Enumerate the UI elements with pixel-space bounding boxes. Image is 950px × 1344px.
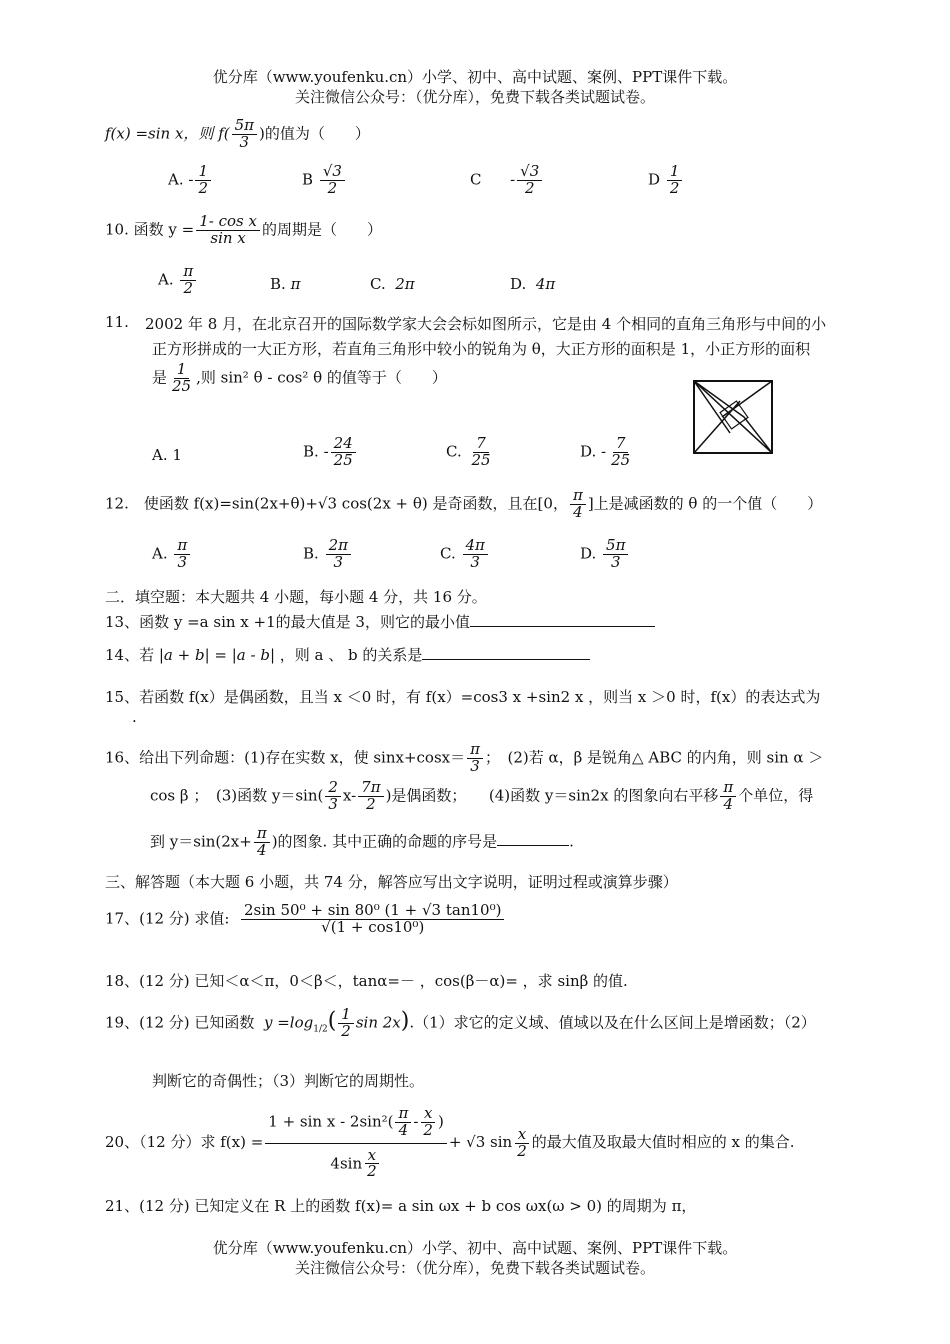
q16-line-2: cos β ； (3)函数 y＝sin( $\frac{2}{3}$ x- $\frac{7\pi}{2}$ )是偶函数； (4)函数 y＝sin2x 的图象向右平移 $\frac{\pi}{4}$ 个单位，得 — [150, 778, 814, 813]
q9-option-c: C - $\frac{√3}{2}$ — [470, 164, 544, 197]
q16-line-3: 到 y＝sin(2x+ $\frac{\pi}{4}$ )的图象. 其中正确的命题的序号是 . — [150, 824, 574, 859]
question-13: 13、函数 y =a sin x +1的最大值是 3，则它的最小值 — [105, 611, 655, 632]
footer-line-2: 关注微信公众号：（优分库），免费下载各类试题试卷。 — [294, 1259, 655, 1277]
question-21: 21、(12 分) 已知定义在 R 上的函数 f(x)= a sin ωx + b cos ωx(ω > 0) 的周期为 π， — [105, 1197, 697, 1215]
section-2-heading: 二．填空题：本大题共 4 小题，每小题 4 分，共 16 分。 — [105, 588, 487, 606]
q11-number: 11. — [105, 313, 129, 331]
q16-answer-blank[interactable] — [497, 845, 569, 846]
question-18: 18、(12 分) 已知＜α＜π，0＜β＜，tanα=－ ，cos(β－α)= ，求 sinβ 的值. — [105, 972, 628, 990]
q15-line-2: . — [132, 708, 137, 726]
q10-option-d: D. 4π — [510, 275, 556, 293]
q11-option-c: C. $\frac{7}{25}$ — [446, 434, 491, 469]
header-line-1: 优分库（www.youfenku.cn）小学、初中、高中试题、案例、PPT课件下载。 — [212, 68, 738, 86]
q11-line-1: 2002 年 8 月，在北京召开的国际数学家大会会标如图所示，它是由 4 个相同的直角三角形与中间的小 — [145, 315, 827, 333]
congress-logo-figure — [692, 379, 774, 455]
q10-option-b: B. π — [270, 275, 301, 293]
q9-frac-num: 5π — [232, 118, 257, 135]
question-10-stem: 10. 函数 y = $\frac{\text{1- cos x}}{\text{sin x}}$ 的周期是（ ） — [105, 212, 382, 247]
header-line-2: 关注微信公众号：（优分库），免费下载各类试题试卷。 — [294, 88, 655, 106]
q12-option-b: B. $\frac{2\pi}{3}$ — [303, 538, 353, 571]
q11-option-b: B. - $\frac{24}{25}$ — [303, 436, 358, 469]
question-17: 17、(12 分) 求值: $\frac{\text{2sin 50⁰ + sin 80⁰ (1 + √3 tan10⁰)}}{\text{√(1 + cos10⁰)}}$ — [105, 903, 506, 936]
q11-option-a: A. 1 — [152, 446, 182, 464]
footer-line-1: 优分库（www.youfenku.cn）小学、初中、高中试题、案例、PPT课件下载。 — [212, 1239, 738, 1257]
q11-line-3: 是 $\frac{1}{25}$ ,则 sin² θ - cos² θ 的值等于（ ） — [152, 360, 447, 395]
section-3-heading: 三、解答题（本大题 6 小题，共 74 分，解答应写出文字说明，证明过程或演算步骤） — [105, 873, 678, 891]
q10-option-c: C. 2π — [370, 275, 415, 293]
question-14: 14、若 |a + b| = |a - b| ，则 a 、 b 的关系是 — [105, 644, 590, 665]
q13-answer-blank[interactable] — [470, 626, 655, 627]
question-20: 20、（12 分）求 f(x) = 1 + sin x - 2sin²( $\frac{\pi}{4}$ - $\frac{x}{2}$ ) 4sin $\frac{x}{2}$ + √3 sin $\frac{x}{2}$ 的最大值及取最大值时相应的 x 的集合. — [105, 1104, 795, 1181]
q11-line-2: 正方形拼成的一大正方形，若直角三角形中较小的锐角为 θ，大正方形的面积是 1，小正方形的面积 — [152, 340, 811, 358]
question-9-stem — [105, 118, 370, 151]
q14-answer-blank[interactable] — [422, 659, 590, 660]
q9-option-b: B $\frac{√3}{2}$ — [302, 164, 347, 197]
q10-option-a: A. $\frac{\pi}{2}$ — [158, 264, 198, 297]
question-12-stem: 12. 使函数 f(x)=sin(2x+θ)+√3 cos(2x + θ) 是奇函数，且在[0， $\frac{\pi}{4}$ ]上是减函数的 θ 的一个值（ ） — [105, 486, 823, 521]
q12-option-d: D. $\frac{5\pi}{3}$ — [580, 538, 630, 571]
question-19-line-1: 19、(12 分) 已知函数 $y =\log_{1/2}$( $\frac{1}{2}$ sin 2x).（1）求它的定义域、值域以及在什么区间上是增函数；（2） — [105, 1005, 816, 1040]
q12-option-c: C. $\frac{4\pi}{3}$ — [440, 538, 490, 571]
q9-post: )的值为（ ） — [259, 124, 370, 143]
q12-option-a: A. $\frac{\pi}{3}$ — [152, 538, 192, 571]
q9-frac-den: 3 — [239, 132, 250, 151]
question-19-line-2: 判断它的奇偶性；（3）判断它的周期性。 — [152, 1072, 425, 1090]
q15-line-1: 15、若函数 f(x）是偶函数，且当 x ＜0 时，有 f(x）=cos3 x +sin2 x ，则当 x ＞0 时，f(x）的表达式为 — [105, 688, 821, 706]
q9-pre: f(x) =sin x，则 f( — [105, 124, 230, 143]
q11-option-d: D. - $\frac{7}{25}$ — [580, 434, 631, 469]
q9-option-d: D $\frac{1}{2}$ — [648, 164, 684, 197]
q9-option-a: A. - $\frac{1}{2}$ — [168, 164, 213, 197]
q16-line-1: 16、给出下列命题：(1)存在实数 x，使 sinx+cosx＝ $\frac{\pi}{3}$ ； (2)若 α，β 是锐角△ ABC 的内角，则 sin α ＞ — [105, 740, 824, 775]
